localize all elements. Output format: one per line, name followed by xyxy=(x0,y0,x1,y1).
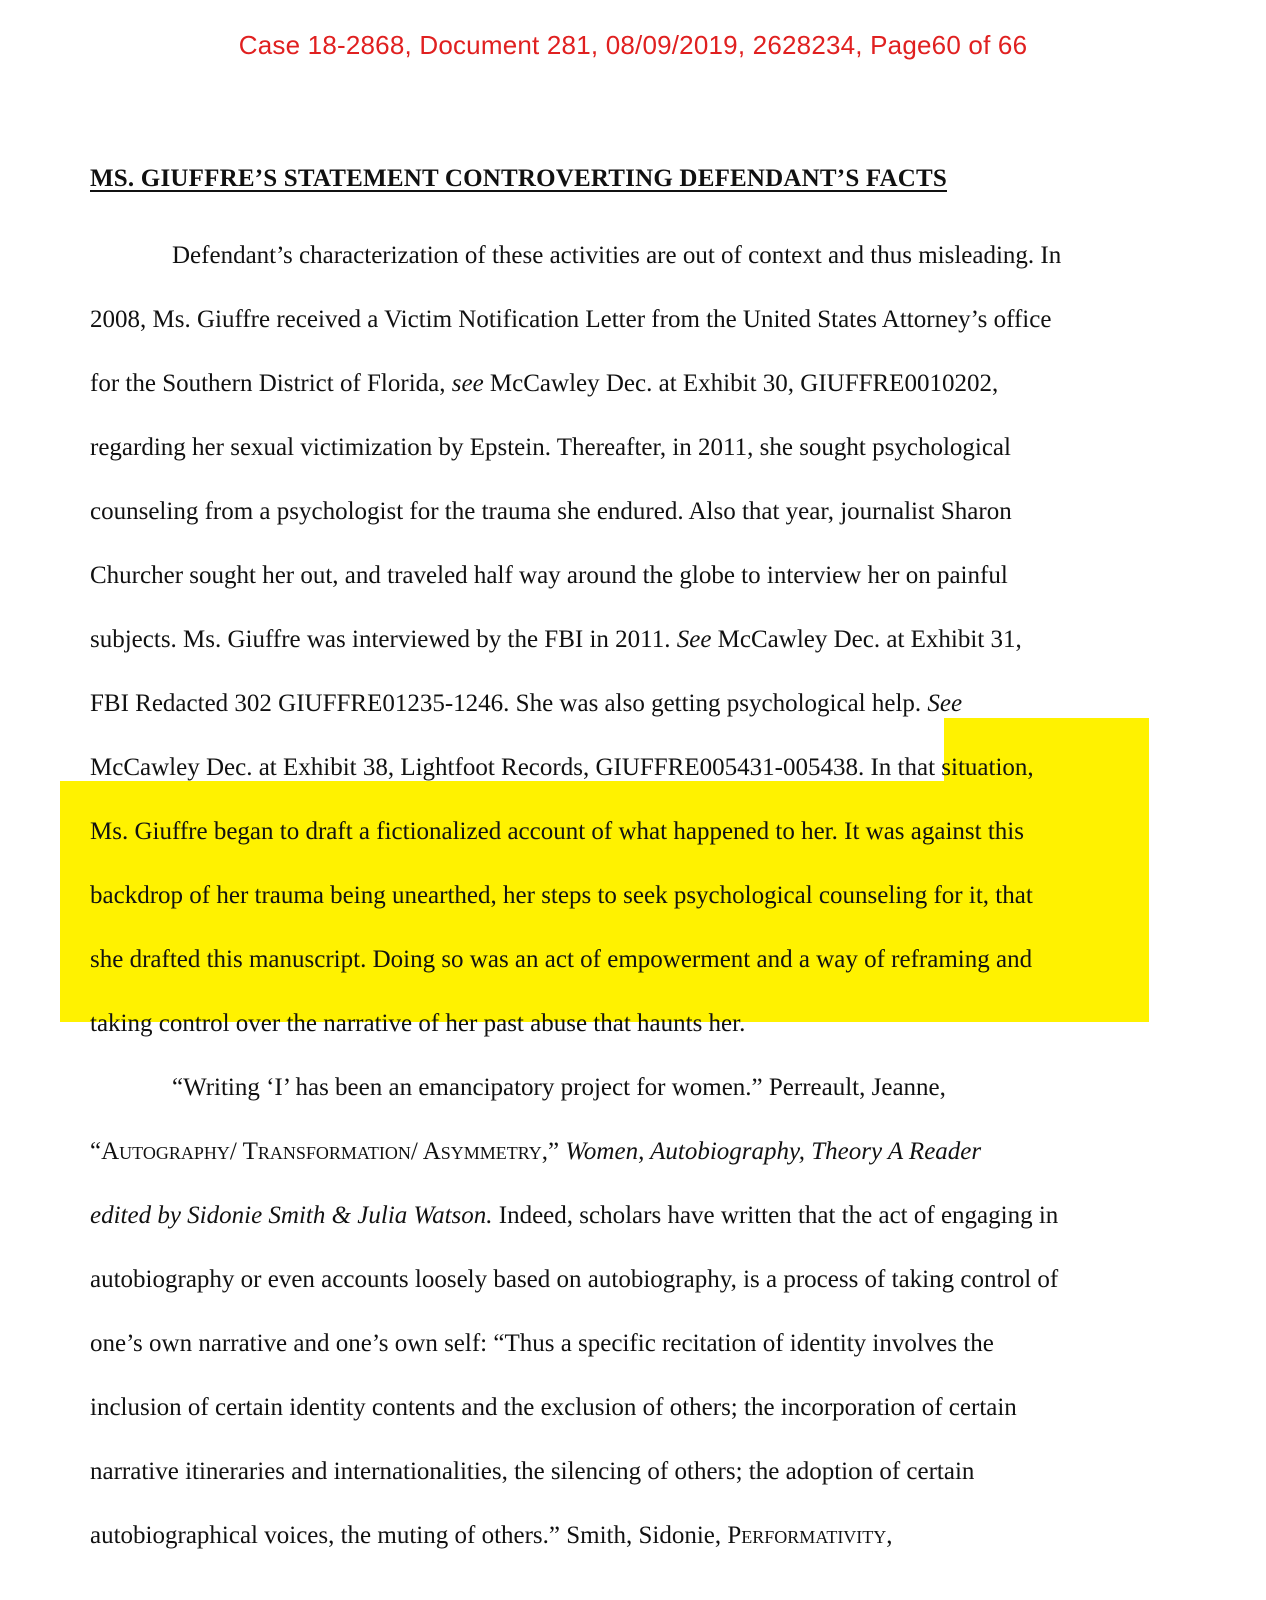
highlighted-text-line: taking control over the narrative of her past abuse that haunts her. xyxy=(90,1010,746,1037)
text-line: autobiographical voices, the muting of others.” Smith, Sidonie, Performativity, xyxy=(90,1522,893,1549)
highlighted-text-line: she drafted this manuscript. Doing so was an act of empowerment and a way of reframing and xyxy=(90,946,1033,973)
text-line: FBI Redacted 302 GIUFFRE01235-1246. She was also getting psychological help. See xyxy=(90,690,963,717)
paragraph-2 xyxy=(90,1056,1170,1568)
text-line: regarding her sexual victimization by Epstein. Thereafter, in 2011, she sought psychological xyxy=(90,434,1011,461)
text-line: 2008, Ms. Giuffre received a Victim Notification Letter from the United States Attorney’s office xyxy=(90,306,1052,333)
text-line: Churcher sought her out, and traveled half way around the globe to interview her on painful xyxy=(90,562,1008,589)
body-text xyxy=(90,224,1170,1568)
paragraph-1 xyxy=(90,224,1170,1056)
text-line: for the Southern District of Florida, see McCawley Dec. at Exhibit 30, GIUFFRE0010202, xyxy=(90,370,999,397)
text-line: narrative itineraries and internationalities, the silencing of others; the adoption of certain xyxy=(90,1458,975,1485)
highlighted-text: In that situation, xyxy=(870,754,1034,781)
text-line: counseling from a psychologist for the trauma she endured. Also that year, journalist Sharon xyxy=(90,498,1012,525)
text-line: McCawley Dec. at Exhibit 38, Lightfoot Records, GIUFFRE005431-005438. In that situation, xyxy=(90,754,1034,781)
text-line: “Autography/ Transformation/ Asymmetry,” Women, Autobiography, Theory A Reader xyxy=(90,1138,982,1165)
case-header-stamp: Case 18-2868, Document 281, 08/09/2019, 2628234, Page60 of 66 xyxy=(238,30,1028,60)
text-line: edited by Sidonie Smith & Julia Watson. Indeed, scholars have written that the act of engaging in xyxy=(90,1202,1059,1229)
section-heading: MS. GIUFFRE’S STATEMENT CONTROVERTING DEFENDANT’S FACTS xyxy=(90,165,947,192)
text-line: subjects. Ms. Giuffre was interviewed by the FBI in 2011. See McCawley Dec. at Exhibit 31, xyxy=(90,626,1022,653)
text-line: inclusion of certain identity contents and the exclusion of others; the incorporation of certain xyxy=(90,1394,1017,1421)
text-line: Defendant’s characterization of these activities are out of context and thus misleading. In xyxy=(172,242,1062,269)
text-line: autobiography or even accounts loosely based on autobiography, is a process of taking control of xyxy=(90,1266,1059,1293)
highlighted-text-line: Ms. Giuffre began to draft a fictionalized account of what happened to her. It was against this xyxy=(90,818,1024,845)
highlighted-text-line: backdrop of her trauma being unearthed, her steps to seek psychological counseling for it, that xyxy=(90,882,1033,909)
text-line: “Writing ‘I’ has been an emancipatory project for women.” Perreault, Jeanne, xyxy=(172,1074,946,1101)
text-line: one’s own narrative and one’s own self: “Thus a specific recitation of identity involves the xyxy=(90,1330,994,1357)
